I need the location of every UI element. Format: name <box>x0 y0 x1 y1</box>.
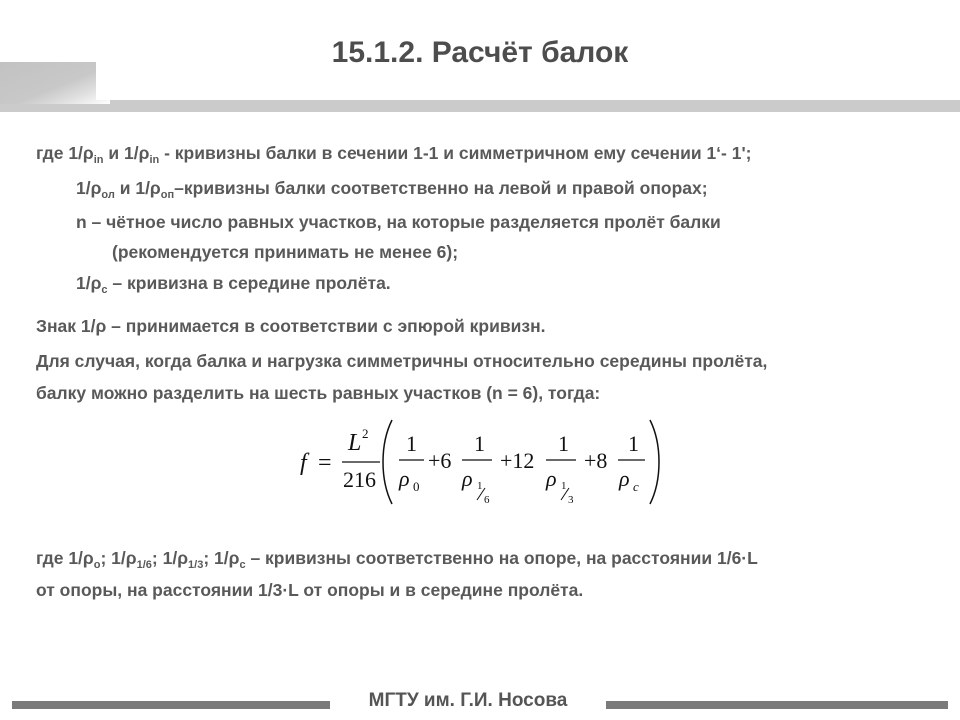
text-line-5: $1/\rho_с$ – кривизна в середине пролёта. <box>76 273 391 296</box>
footer-bar-left <box>12 701 330 709</box>
footer-university: МГТУ им. Г.И. Носова <box>368 690 568 711</box>
term1-sub-num: 1 <box>477 480 483 492</box>
formula-216: 216 <box>343 467 376 492</box>
term0-sub: 0 <box>413 479 420 494</box>
term2-numerator: 1 <box>558 431 569 456</box>
term1-sub-den: 6 <box>484 494 490 506</box>
deflection-formula <box>296 414 666 510</box>
term0-rho: ρ <box>399 466 410 491</box>
term3-sub: c <box>633 479 639 494</box>
term3-numerator: 1 <box>628 431 639 456</box>
text-line-8: балку можно разделить на шесть равных участков (n = 6), тогда: <box>36 383 601 403</box>
text-line-4: (рекомендуется принимать не менее 6); <box>112 242 459 262</box>
term3-rho: ρ <box>619 466 630 491</box>
slide-title: 15.1.2. Расчёт балок <box>331 36 629 69</box>
footer-bar-right <box>606 701 948 709</box>
term2-sub-num: 1 <box>561 480 567 492</box>
term0-numerator: 1 <box>406 431 417 456</box>
text-line-6: Знак 1/ρ – принимается в соответствии с эпюрой кривизн. <box>36 316 546 336</box>
text-line-1: где $1/\rho_{in}$ и $1/\rho_{in}$ - кривизны балки в сечении 1-1 и симметричном ему сечении 1‘- 1'; <box>36 143 752 166</box>
term1-rho: ρ <box>462 466 473 491</box>
formula-L: L <box>348 430 362 456</box>
right-paren <box>650 420 659 504</box>
plus-6: +6 <box>428 448 452 473</box>
formula-L-exponent: 2 <box>362 426 369 441</box>
plus-12: +12 <box>500 448 535 473</box>
formula-equals: = <box>318 450 332 476</box>
formula-lhs: f <box>300 450 307 476</box>
text-line-9: где $1/\rho_о$; $1/\rho_{1/6}$; $1/\rho_{1/3}$; $1/\rho_с$ – кривизны соответственно на опоре, на расстоянии 1/6·L <box>36 548 758 571</box>
term2-sub-den: 3 <box>568 494 574 506</box>
term1-numerator: 1 <box>474 431 485 456</box>
text-line-10: от опоры, на расстоянии 1/3·L от опоры и в середине пролёта. <box>36 580 584 600</box>
plus-8: +8 <box>584 448 608 473</box>
term2-rho: ρ <box>546 466 557 491</box>
text-line-3: n – чётное число равных участков, на которые разделяется пролёт балки <box>76 212 721 232</box>
left-paren <box>383 420 392 504</box>
text-line-2: $1/\rho_{ол}$ и $1/\rho_{оп}$–кривизны балки соответственно на левой и правой опорах; <box>76 178 708 201</box>
text-line-7: Для случая, когда балка и нагрузка симметричны относительно середины пролёта, <box>36 351 768 371</box>
